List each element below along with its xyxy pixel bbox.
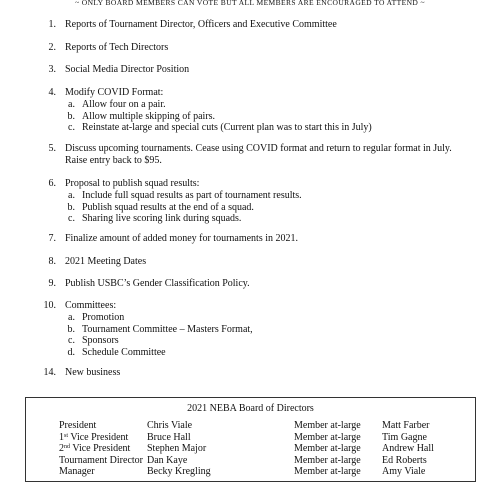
agenda-subitem-text: Publish squad results at the end of a squad. — [82, 201, 254, 213]
agenda-subitem-text: Schedule Committee — [82, 347, 166, 359]
member-title: Member at-large — [294, 466, 361, 477]
agenda-item-text: New business — [65, 367, 121, 378]
agenda-subitem-letter: a. — [68, 312, 75, 323]
agenda-subitem-letter: c. — [68, 335, 75, 347]
agenda-subitem-letter: c. — [68, 122, 75, 134]
officer-name: Dan Kaye — [147, 454, 188, 466]
member-title: Member at-large — [294, 420, 361, 431]
officer-name: Bruce Hall — [147, 431, 191, 443]
agenda-subitem-text: Allow multiple skipping of pairs. — [82, 110, 216, 122]
board-title: 2021 NEBA Board of Directors — [187, 403, 314, 414]
agenda-item-text: Modify COVID Format: — [65, 87, 164, 98]
attendance-note: ~ ONLY BOARD MEMBERS CAN VOTE BUT ALL MEMBERS ARE ENCOURAGED TO ATTEND ~ — [75, 0, 425, 7]
officer-name: Becky Kregling — [147, 466, 211, 477]
board-of-directors-box — [25, 397, 476, 482]
agenda-subitem-letter: b. — [67, 323, 75, 335]
agenda-item-number: 9. — [48, 278, 56, 289]
agenda-item-text-continued: Raise entry back to $95. — [65, 155, 162, 166]
agenda-subitem-letter: d. — [67, 347, 75, 359]
agenda-item-number: 5. — [48, 143, 56, 154]
member-title: Member at-large — [294, 454, 361, 466]
agenda-item-text: Reports of Tech Directors — [65, 42, 169, 53]
officer-name: Stephen Major — [147, 443, 207, 454]
agenda-subitem-letter: a. — [68, 190, 75, 201]
agenda-subitem-letter: b. — [67, 110, 75, 122]
agenda-item-number: 3. — [48, 64, 56, 75]
agenda-item-text: Proposal to publish squad results: — [65, 178, 200, 189]
agenda-subitem-letter: c. — [68, 213, 75, 225]
member-name: Ed Roberts — [382, 454, 427, 466]
agenda-item-number: 2. — [48, 42, 56, 53]
member-name: Amy Viale — [382, 466, 426, 477]
agenda-item-number: 8. — [48, 256, 56, 267]
member-name: Matt Farber — [382, 420, 430, 431]
agenda-item-text: Reports of Tournament Director, Officers and Executive Committee — [65, 19, 337, 30]
agenda-item-text: 2021 Meeting Dates — [65, 256, 147, 267]
agenda-item-number: 7. — [48, 233, 56, 244]
agenda-subitem-text: Promotion — [82, 312, 125, 323]
officer-title: President — [59, 420, 97, 431]
member-name: Tim Gagne — [382, 431, 427, 443]
agenda-subitem-text: Tournament Committee – Masters Format, — [82, 323, 253, 335]
agenda-item-text: Finalize amount of added money for tournaments in 2021. — [65, 233, 299, 244]
agenda-item-text: Social Media Director Position — [65, 64, 190, 75]
agenda-item-number: 4. — [48, 87, 56, 98]
agenda-subitem-text: Allow four on a pair. — [82, 99, 166, 110]
agenda-item-number: 10. — [43, 300, 56, 311]
officer-title: 2nd Vice President — [59, 443, 131, 454]
agenda-item-text: Discuss upcoming tournaments. Cease using COVID format and return to regular format in July. — [65, 143, 452, 154]
agenda-subitem-text: Sponsors — [82, 335, 119, 347]
agenda-subitem-text: Include full squad results as part of tournament results. — [82, 190, 302, 201]
agenda-item-number: 6. — [48, 178, 56, 189]
agenda-item-text: Committees: — [65, 300, 117, 311]
agenda-subitem-text: Sharing live scoring link during squads. — [82, 213, 242, 225]
agenda-item-text: Publish USBC’s Gender Classification Policy. — [65, 278, 250, 289]
agenda-item-number: 14. — [43, 367, 56, 378]
officer-title: 1st Vice President — [59, 431, 129, 443]
member-title: Member at-large — [294, 443, 361, 454]
agenda-subitem-text: Reinstate at-large and special cuts (Current plan was to start this in July) — [82, 122, 372, 134]
agenda-subitem-letter: a. — [68, 99, 75, 110]
officer-name: Chris Viale — [147, 420, 193, 431]
agenda-subitem-letter: b. — [67, 201, 75, 213]
member-name: Andrew Hall — [382, 443, 434, 454]
officer-title: Manager — [59, 466, 95, 477]
officer-title: Tournament Director — [59, 454, 143, 466]
agenda-item-number: 1. — [48, 19, 56, 30]
member-title: Member at-large — [294, 431, 361, 443]
